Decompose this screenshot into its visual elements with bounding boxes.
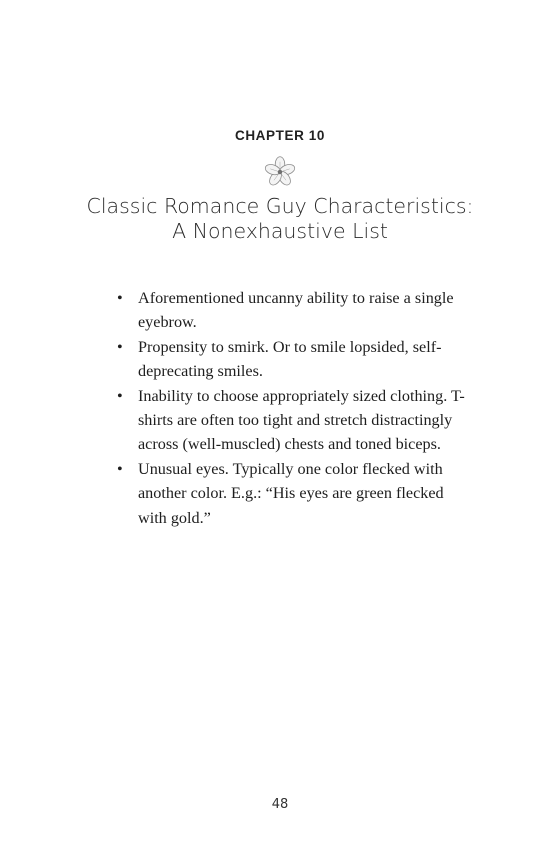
list-item (116, 457, 466, 530)
bullet-icon: • (117, 289, 123, 307)
bullet-icon: • (117, 459, 123, 478)
list-item (116, 335, 466, 384)
bullet-icon: • (117, 337, 123, 356)
list-item-text: Inability to choose appropriately sized clothing. T-shirts are often too tight and stretch distractingly across (well-muscled) chests and toned biceps. (138, 386, 465, 454)
characteristics-list (116, 286, 466, 530)
chapter-title-line-2: A Nonexhaustive List (172, 219, 388, 243)
list-item-text: Unusual eyes. Typically one color flecked with another color. E.g.: “His eyes are green flecked with gold.” (138, 459, 444, 527)
chapter-title (0, 194, 560, 244)
list-item-text: Propensity to smirk. Or to smile lopsided, self-deprecating smiles. (138, 337, 442, 381)
list-item (116, 286, 466, 335)
bullet-icon: • (117, 386, 123, 405)
chapter-label: CHAPTER 10 (234, 128, 326, 143)
list-item (116, 384, 466, 457)
list-item-text: Aforementioned uncanny ability to raise a single eyebrow. (138, 289, 454, 332)
flower-ornament-icon (263, 155, 297, 189)
page-number: 48 (271, 797, 289, 812)
chapter-title-line-1: Classic Romance Guy Characteristics: (86, 194, 474, 218)
